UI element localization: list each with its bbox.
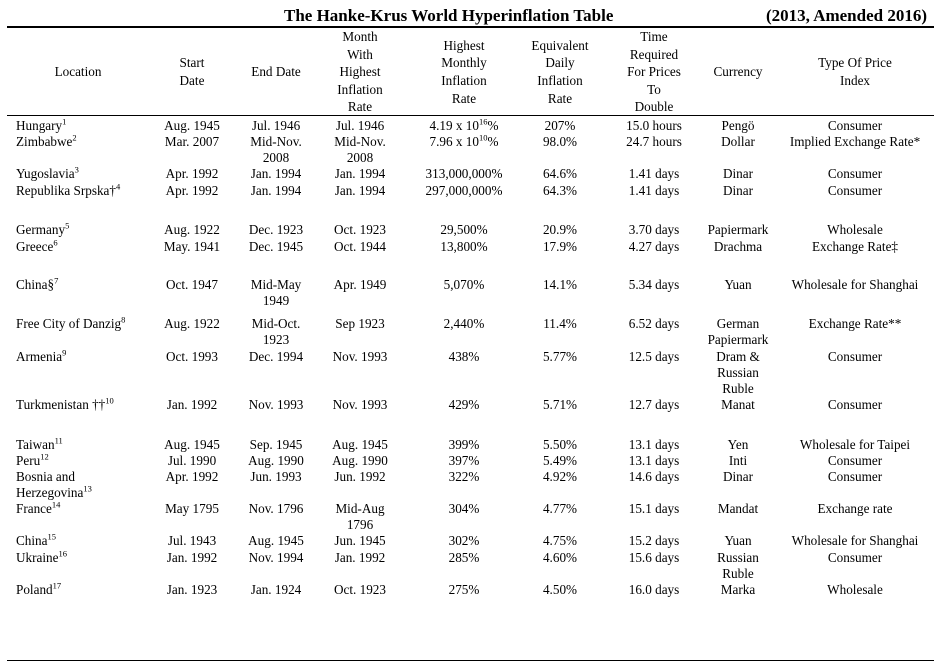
location-cell [16, 222, 144, 238]
daily-rate-cell: 64.3% [542, 183, 578, 198]
price-index-cell: Consumer [827, 118, 883, 133]
price-index-cell: Exchange rate [817, 501, 893, 516]
peak-month-cell: Apr. 1949 [333, 277, 387, 292]
location-name: Republika Srpska† [16, 183, 116, 198]
price-index-cell: Wholesale [827, 582, 883, 597]
price-index-cell: Consumer [827, 349, 883, 364]
daily-rate-cell: 207% [544, 118, 576, 133]
start-date-cell: Mar. 2007 [164, 134, 220, 149]
footnote-marker: 11 [54, 435, 63, 446]
price-index-cell: Consumer [827, 397, 883, 412]
currency-cell: Dollar [721, 134, 755, 149]
price-index-cell: Wholesale for Taipei [799, 437, 911, 452]
currency-cell: Manat [721, 397, 755, 412]
footnote-marker: 4 [116, 181, 121, 192]
start-date-cell: May 1795 [165, 501, 219, 516]
footnote-marker: 3 [74, 164, 79, 175]
footnote-marker: 15 [47, 531, 57, 542]
bottom-rule [7, 660, 934, 661]
start-date-cell: Apr. 1992 [165, 166, 219, 181]
location-cell [16, 166, 144, 182]
end-date-cell: Jun. 1993 [250, 469, 302, 484]
location-name: Hungary [16, 118, 63, 133]
currency-cell: Russian Ruble [717, 550, 759, 581]
daily-rate-cell: 5.71% [542, 397, 578, 412]
location-name: Taiwan [16, 437, 55, 452]
location-name: Zimbabwe [16, 134, 73, 149]
currency-cell: Dinar [722, 183, 754, 198]
currency-cell: Dinar [722, 469, 754, 484]
header-daily-rate: Equivalent Daily Inflation Rate [531, 37, 589, 106]
currency-cell: Inti [728, 453, 748, 468]
footnote-marker: 2 [72, 132, 77, 143]
monthly-rate-cell: 322% [448, 469, 480, 484]
location-name: France [16, 501, 52, 516]
peak-month-cell: Jun. 1992 [334, 469, 386, 484]
price-index-cell: Wholesale [827, 222, 883, 237]
end-date-cell: Mid-May 1949 [250, 277, 302, 308]
monthly-rate-cell: 304% [448, 501, 480, 516]
currency-cell: German Papiermark [707, 316, 769, 347]
location-name: China§ [16, 277, 55, 292]
currency-cell: Dinar [722, 166, 754, 181]
doubling-time-cell: 14.6 days [628, 469, 680, 484]
end-date-cell: Jan. 1994 [250, 166, 302, 181]
peak-month-cell: Jan. 1994 [334, 166, 386, 181]
price-index-cell: Consumer [827, 166, 883, 181]
start-date-cell: Apr. 1992 [165, 183, 219, 198]
header-peak-month: Month With Highest Inflation Rate [337, 29, 383, 115]
location-cell [16, 349, 144, 365]
doubling-time-cell: 5.34 days [628, 277, 680, 292]
start-date-cell: Aug. 1922 [164, 222, 220, 237]
end-date-cell: Nov. 1796 [248, 501, 304, 516]
start-date-cell: Jan. 1923 [166, 582, 218, 597]
daily-rate-cell: 4.60% [542, 550, 578, 565]
location-name: Free City of Danzig [16, 316, 122, 331]
doubling-time-cell: 3.70 days [628, 222, 680, 237]
footnote-marker: 8 [121, 314, 126, 325]
currency-cell: Drachma [713, 239, 763, 254]
doubling-time-cell: 1.41 days [628, 166, 680, 181]
peak-month-cell: Jan. 1992 [334, 550, 386, 565]
location-cell [16, 453, 144, 469]
end-date-cell: Jan. 1994 [250, 183, 302, 198]
location-name: China [16, 533, 48, 548]
end-date-cell: Mid-Oct. 1923 [251, 316, 301, 347]
currency-cell: Yuan [724, 277, 752, 292]
doubling-time-cell: 12.5 days [628, 349, 680, 364]
footnote-marker: 16 [58, 548, 67, 559]
monthly-rate-cell: 285% [448, 550, 480, 565]
end-date-cell: Nov. 1994 [248, 550, 304, 565]
header-end-date: End Date [251, 64, 301, 80]
daily-rate-cell: 4.92% [542, 469, 578, 484]
footnote-marker: 17 [52, 580, 62, 591]
monthly-rate-cell: 2,440% [443, 316, 485, 331]
peak-month-cell: Oct. 1923 [333, 222, 386, 237]
doubling-time-cell: 24.7 hours [626, 134, 682, 149]
monthly-rate-cell: 297,000,000% [425, 183, 503, 198]
header-currency: Currency [713, 64, 763, 80]
daily-rate-cell: 5.50% [542, 437, 578, 452]
doubling-time-cell: 16.0 days [628, 582, 680, 597]
doubling-time-cell: 15.6 days [628, 550, 680, 565]
rate-exponent: 10 [478, 132, 488, 143]
monthly-rate-cell: 399% [448, 437, 480, 452]
end-date-cell: Aug. 1945 [248, 533, 304, 548]
location-cell [16, 277, 144, 293]
footnote-marker: 7 [54, 275, 59, 286]
monthly-rate-cell: 397% [448, 453, 480, 468]
price-index-cell: Exchange Rate‡ [811, 239, 899, 254]
currency-cell: Pengö [721, 118, 755, 133]
location-cell [16, 118, 144, 134]
peak-month-cell: Nov. 1993 [332, 349, 388, 364]
monthly-rate-cell [410, 134, 518, 150]
peak-month-cell: Mid-Aug 1796 [335, 501, 385, 532]
location-cell [16, 469, 144, 501]
end-date-cell: Mid-Nov. 2008 [250, 134, 302, 165]
daily-rate-cell: 4.77% [542, 501, 578, 516]
daily-rate-cell: 5.77% [542, 349, 578, 364]
end-date-cell: Sep. 1945 [249, 437, 303, 452]
doubling-time-cell: 12.7 days [628, 397, 680, 412]
footnote-marker: 6 [53, 237, 58, 248]
start-date-cell: Jul. 1990 [167, 453, 217, 468]
price-index-cell: Exchange Rate** [808, 316, 902, 331]
monthly-rate-cell: 302% [448, 533, 480, 548]
peak-month-cell: Jan. 1994 [334, 183, 386, 198]
price-index-cell: Consumer [827, 453, 883, 468]
peak-month-cell: Jun. 1945 [334, 533, 386, 548]
location-name: Armenia [16, 349, 63, 364]
peak-month-cell: Jul. 1946 [335, 118, 385, 133]
location-cell [16, 550, 144, 566]
start-date-cell: Apr. 1992 [165, 469, 219, 484]
currency-cell: Papiermark [707, 222, 769, 237]
price-index-cell: Consumer [827, 183, 883, 198]
monthly-rate-cell: 275% [448, 582, 480, 597]
location-name: Germany [16, 222, 66, 237]
peak-month-cell: Mid-Nov. 2008 [334, 134, 386, 165]
top-rule [7, 26, 934, 28]
doubling-time-cell: 15.1 days [628, 501, 680, 516]
end-date-cell: Dec. 1945 [248, 239, 304, 254]
start-date-cell: Oct. 1993 [165, 349, 218, 364]
daily-rate-cell: 17.9% [542, 239, 578, 254]
header-doubling-time: Time Required For Prices To Double [627, 29, 681, 115]
peak-month-cell: Nov. 1993 [332, 397, 388, 412]
location-cell [16, 397, 144, 413]
rate-percent: % [487, 118, 499, 133]
location-name: Turkmenistan †† [16, 397, 106, 412]
currency-cell: Dram & Russian Ruble [716, 349, 760, 396]
location-cell [16, 582, 144, 598]
location-name: Bosnia and Herzegovina [16, 469, 84, 500]
header-rule [7, 115, 934, 116]
header-location: Location [54, 64, 102, 80]
start-date-cell: Jan. 1992 [166, 550, 218, 565]
monthly-rate-cell: 438% [448, 349, 480, 364]
location-name: Greece [16, 239, 54, 254]
start-date-cell: Jan. 1992 [166, 397, 218, 412]
monthly-rate-cell: 5,070% [443, 277, 485, 292]
peak-month-cell: Aug. 1945 [332, 437, 388, 452]
currency-cell: Yuan [724, 533, 752, 548]
header-price-index: Type Of Price Index [818, 55, 892, 88]
monthly-rate-cell: 13,800% [440, 239, 488, 254]
rate-exponent: 16 [478, 116, 488, 127]
footnote-marker: 13 [83, 483, 92, 494]
location-cell [16, 437, 144, 453]
currency-cell: Marka [720, 582, 756, 597]
price-index-cell: Implied Exchange Rate* [789, 134, 921, 149]
end-date-cell: Nov. 1993 [248, 397, 304, 412]
peak-month-cell: Oct. 1923 [333, 582, 386, 597]
location-cell [16, 134, 144, 150]
doubling-time-cell: 13.1 days [628, 437, 680, 452]
footnote-marker: 12 [40, 451, 49, 462]
table-year: (2013, Amended 2016) [765, 6, 927, 25]
daily-rate-cell: 5.49% [542, 453, 578, 468]
start-date-cell: May. 1941 [163, 239, 221, 254]
start-date-cell: Jul. 1943 [167, 533, 217, 548]
rate-base: 4.19 x 10 [429, 118, 479, 133]
start-date-cell: Oct. 1947 [165, 277, 218, 292]
table-title: The Hanke-Krus World Hyperinflation Table [284, 6, 614, 25]
monthly-rate-cell: 29,500% [440, 222, 488, 237]
daily-rate-cell: 4.75% [542, 533, 578, 548]
doubling-time-cell: 15.2 days [628, 533, 680, 548]
location-cell [16, 501, 144, 517]
start-date-cell: Aug. 1945 [164, 437, 220, 452]
daily-rate-cell: 11.4% [543, 316, 577, 331]
footnote-marker: 10 [105, 395, 114, 406]
end-date-cell: Aug. 1990 [248, 453, 304, 468]
start-date-cell: Aug. 1945 [164, 118, 220, 133]
rate-base: 7.96 x 10 [429, 134, 479, 149]
start-date-cell: Aug. 1922 [164, 316, 220, 331]
peak-month-cell: Oct. 1944 [333, 239, 386, 254]
end-date-cell: Jul. 1946 [251, 118, 301, 133]
doubling-time-cell: 1.41 days [628, 183, 680, 198]
price-index-cell: Wholesale for Shanghai [791, 277, 919, 292]
price-index-cell: Wholesale for Shanghai [791, 533, 919, 548]
monthly-rate-cell: 429% [448, 397, 480, 412]
doubling-time-cell: 13.1 days [628, 453, 680, 468]
end-date-cell: Jan. 1924 [250, 582, 302, 597]
doubling-time-cell: 4.27 days [628, 239, 680, 254]
daily-rate-cell: 4.50% [542, 582, 578, 597]
footnote-marker: 5 [65, 220, 70, 231]
daily-rate-cell: 20.9% [542, 222, 578, 237]
location-cell [16, 533, 144, 549]
monthly-rate-cell [410, 118, 518, 134]
footnote-marker: 1 [62, 116, 67, 127]
location-cell [16, 316, 144, 332]
end-date-cell: Dec. 1923 [248, 222, 304, 237]
daily-rate-cell: 64.6% [542, 166, 578, 181]
currency-cell: Yen [727, 437, 749, 452]
location-cell [16, 183, 144, 199]
location-name: Peru [16, 453, 41, 468]
location-cell [16, 239, 144, 255]
price-index-cell: Consumer [827, 469, 883, 484]
price-index-cell: Consumer [827, 550, 883, 565]
header-start-date: Start Date [179, 55, 205, 88]
location-name: Yugoslavia [16, 166, 75, 181]
header-monthly-rate: Highest Monthly Inflation Rate [441, 37, 487, 106]
footnote-marker: 9 [62, 347, 67, 358]
rate-percent: % [487, 134, 499, 149]
footnote-marker: 14 [51, 499, 61, 510]
end-date-cell: Dec. 1994 [248, 349, 304, 364]
currency-cell: Mandat [717, 501, 759, 516]
daily-rate-cell: 98.0% [542, 134, 578, 149]
doubling-time-cell: 15.0 hours [626, 118, 682, 133]
peak-month-cell: Sep 1923 [335, 316, 385, 331]
location-name: Ukraine [16, 550, 59, 565]
daily-rate-cell: 14.1% [542, 277, 578, 292]
doubling-time-cell: 6.52 days [628, 316, 680, 331]
monthly-rate-cell: 313,000,000% [425, 166, 503, 181]
peak-month-cell: Aug. 1990 [332, 453, 388, 468]
location-name: Poland [16, 582, 53, 597]
